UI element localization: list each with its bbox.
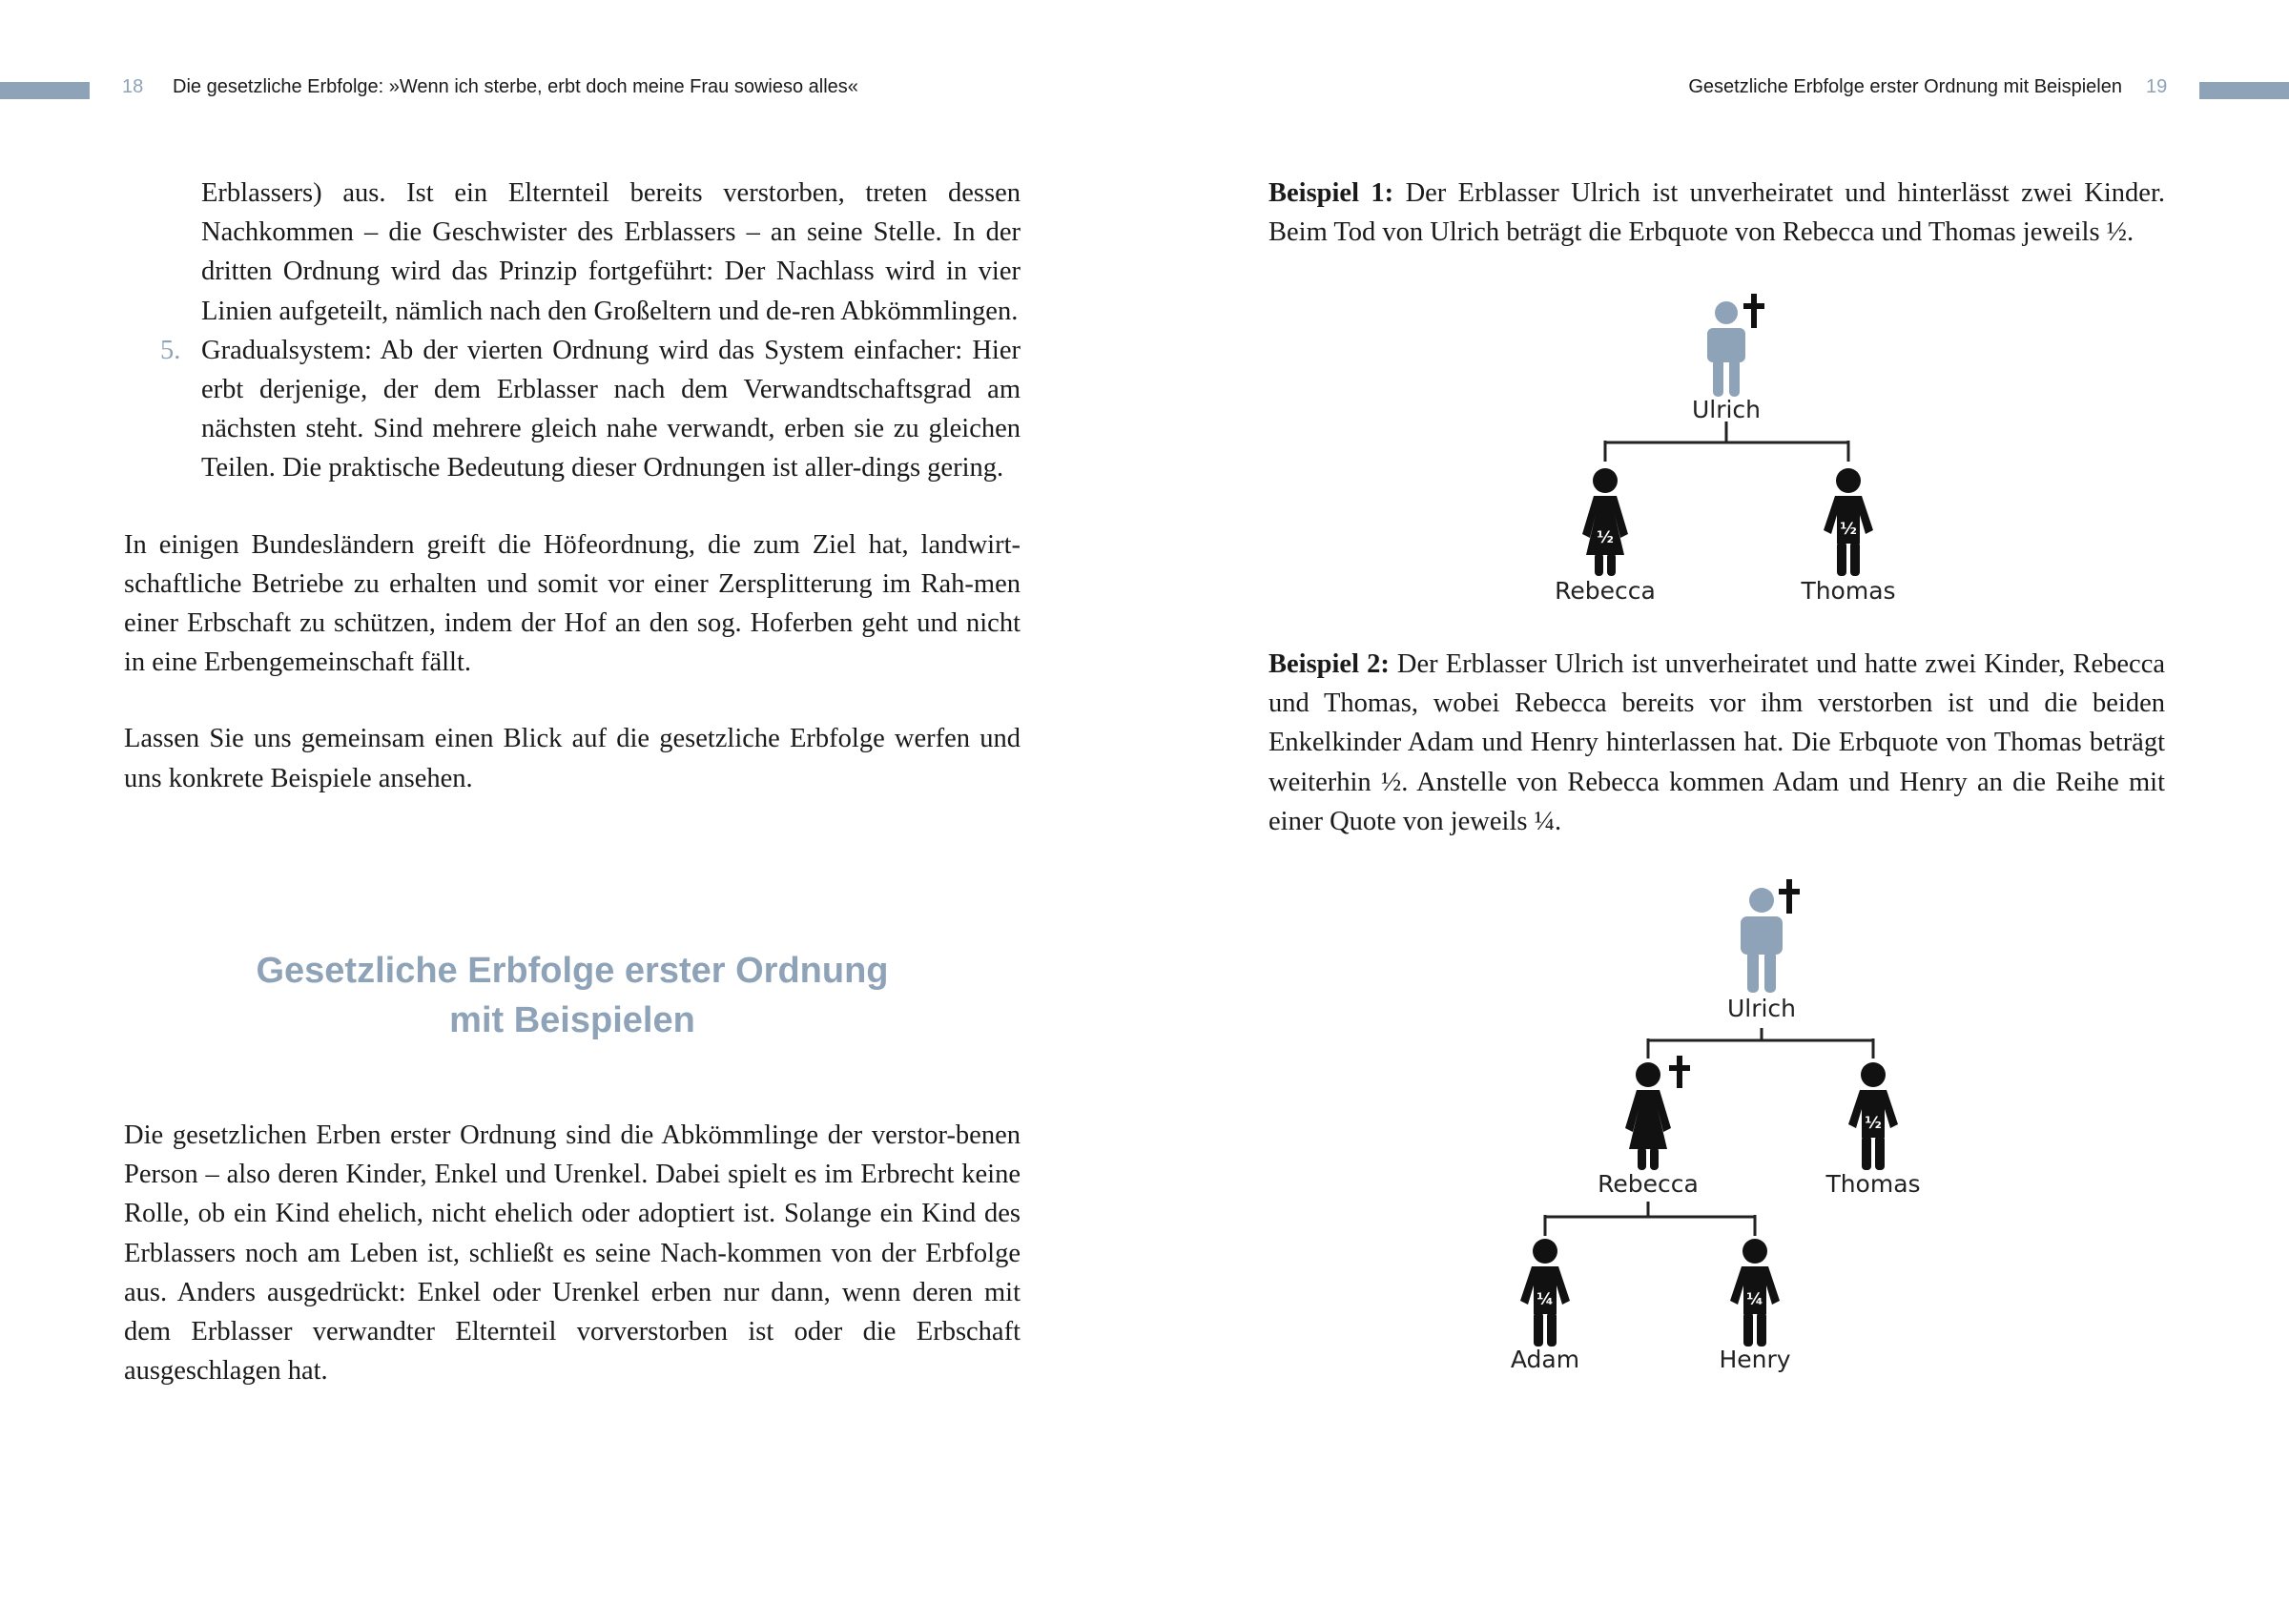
- heading-line-1: Gesetzliche Erbfolge erster Ordnung: [256, 951, 889, 991]
- page-number-right: 19: [2146, 76, 2168, 97]
- name-rebecca: Rebecca: [1598, 1170, 1699, 1198]
- example-2: [1268, 645, 2165, 841]
- person-rebecca-icon: [1582, 468, 1628, 576]
- left-column-top: [124, 174, 1021, 798]
- list-item-5: [124, 331, 1021, 488]
- tree-connector-lines: [1605, 421, 1848, 462]
- example-1: [1268, 174, 2165, 252]
- family-tree-diagram-2: [1488, 858, 1946, 1392]
- heading-line-2: mit Beispielen: [449, 1000, 695, 1040]
- name-ulrich: Ulrich: [1691, 396, 1762, 423]
- share-thomas: ½: [1840, 520, 1857, 539]
- running-title-right: Gesetzliche Erbfolge erster Ordnung mit Beispielen: [1688, 76, 2122, 97]
- para-hoefeordnung: In einigen Bundesländern greift die Höfeordnung, die zum Ziel hat, landwirt-schaftliche Betriebe zu erhalten und somit vor einer Zersplitterung im Rah-men einer Erbschaft zu schützen, indem der Hof an den sog. Hoferben geht und nicht in eine Erbengemeinschaft fällt.: [124, 529, 1021, 678]
- person-ulrich-icon: [1741, 879, 1800, 993]
- name-ulrich: Ulrich: [1726, 995, 1797, 1022]
- left-column-bottom: [124, 1116, 1021, 1390]
- example-2-paragraph: [1268, 645, 2165, 841]
- section-heading: [124, 946, 1021, 1045]
- share-rebecca: ½: [1597, 528, 1614, 547]
- person-ulrich-icon: [1707, 294, 1764, 397]
- page-number-left: 18: [122, 76, 144, 97]
- para-erben-erster-ordnung: Die gesetzlichen Erben erster Ordnung sind die Abkömmlinge der verstor-benen Person – also deren Kinder, Enkel und Urenkel. Dabei spielt es im Erbrecht keine Rolle, ob ein Kind ehelich, nicht ehelich oder adoptiert ist. Solange ein Kind des Erblassers noch am Leben ist, schließt es seine Nach-kommen von der Erbfolge aus. Anders ausgedrückt: Enkel oder Urenkel erben nur dann, wenn deren mit dem Erblasser verwandter Elternteil vorverstorben ist oder die Erbschaft ausgeschlagen hat.: [124, 1120, 1021, 1387]
- tree-connector-lines: [1545, 1028, 1873, 1236]
- para-continued: Erblassers) aus. Ist ein Elternteil bereits verstorben, treten dessen Nachkommen – die Geschwister des Erblassers – an seine Stelle. In der dritten Ordnung wird das Prinzip fortgeführt: Der Nachlass wird in vier Linien aufgeteilt, nämlich nach den Großeltern und de-ren Abkömmlingen.: [201, 178, 1021, 326]
- cross-icon: [1669, 1056, 1690, 1088]
- name-thomas: Thomas: [1825, 1170, 1921, 1198]
- header-bar-right: [2199, 82, 2289, 99]
- example-2-text: Der Erblasser Ulrich ist unverheiratet und hatte zwei Kinder, Rebecca und Thomas, wobei Rebecca bereits vor ihm verstorben ist und die beiden Enkelkinder Adam und Henry hinterlassen hat. Die Erbquote von Thomas beträgt weiterhin ½. Anstelle von Rebecca kommen Adam und Henry an die Reihe mit einer Quote von jeweils ¼.: [1268, 649, 2165, 836]
- person-adam-icon: [1520, 1239, 1570, 1346]
- name-rebecca: Rebecca: [1555, 577, 1656, 605]
- person-rebecca-icon: [1625, 1056, 1690, 1170]
- para-blick: Lassen Sie uns gemeinsam einen Blick auf die gesetzliche Erbfolge werfen und uns konkrete Beispiele ansehen.: [124, 724, 1021, 793]
- example-1-text: Der Erblasser Ulrich ist unverheiratet und hinterlässt zwei Kinder. Beim Tod von Ulrich beträgt die Erbquote von Rebecca und Thomas jeweils ½.: [1268, 178, 2165, 248]
- share-henry: ¼: [1746, 1290, 1763, 1309]
- share-adam: ¼: [1536, 1290, 1554, 1309]
- cross-icon: [1779, 879, 1800, 914]
- person-thomas-icon: [1848, 1062, 1898, 1170]
- example-1-label: Beispiel 1:: [1268, 178, 1394, 208]
- header-bar-left: [0, 82, 90, 99]
- name-thomas: Thomas: [1801, 577, 1896, 605]
- list-item-text: Gradualsystem: Ab der vierten Ordnung wird das System einfacher: Hier erbt derjenige, der dem Erblasser nach dem Verwandtschaftsgrad am nächsten steht. Sind mehrere gleich nahe verwandt, erben sie zu gleichen Teilen. Die praktische Bedeutung dieser Ordnungen ist aller-dings gering.: [201, 335, 1021, 483]
- cross-icon: [1743, 294, 1764, 328]
- family-tree-diagram-1: [1488, 267, 1946, 610]
- list-item-number: 5.: [160, 335, 181, 365]
- person-thomas-icon: [1824, 468, 1873, 576]
- name-henry: Henry: [1719, 1346, 1791, 1373]
- example-2-label: Beispiel 2:: [1268, 649, 1390, 679]
- name-adam: Adam: [1510, 1346, 1580, 1373]
- person-henry-icon: [1730, 1239, 1780, 1346]
- running-title-left: Die gesetzliche Erbfolge: »Wenn ich sterbe, erbt doch meine Frau sowieso alles«: [173, 76, 858, 97]
- share-thomas: ½: [1865, 1114, 1882, 1133]
- example-1-paragraph: [1268, 174, 2165, 252]
